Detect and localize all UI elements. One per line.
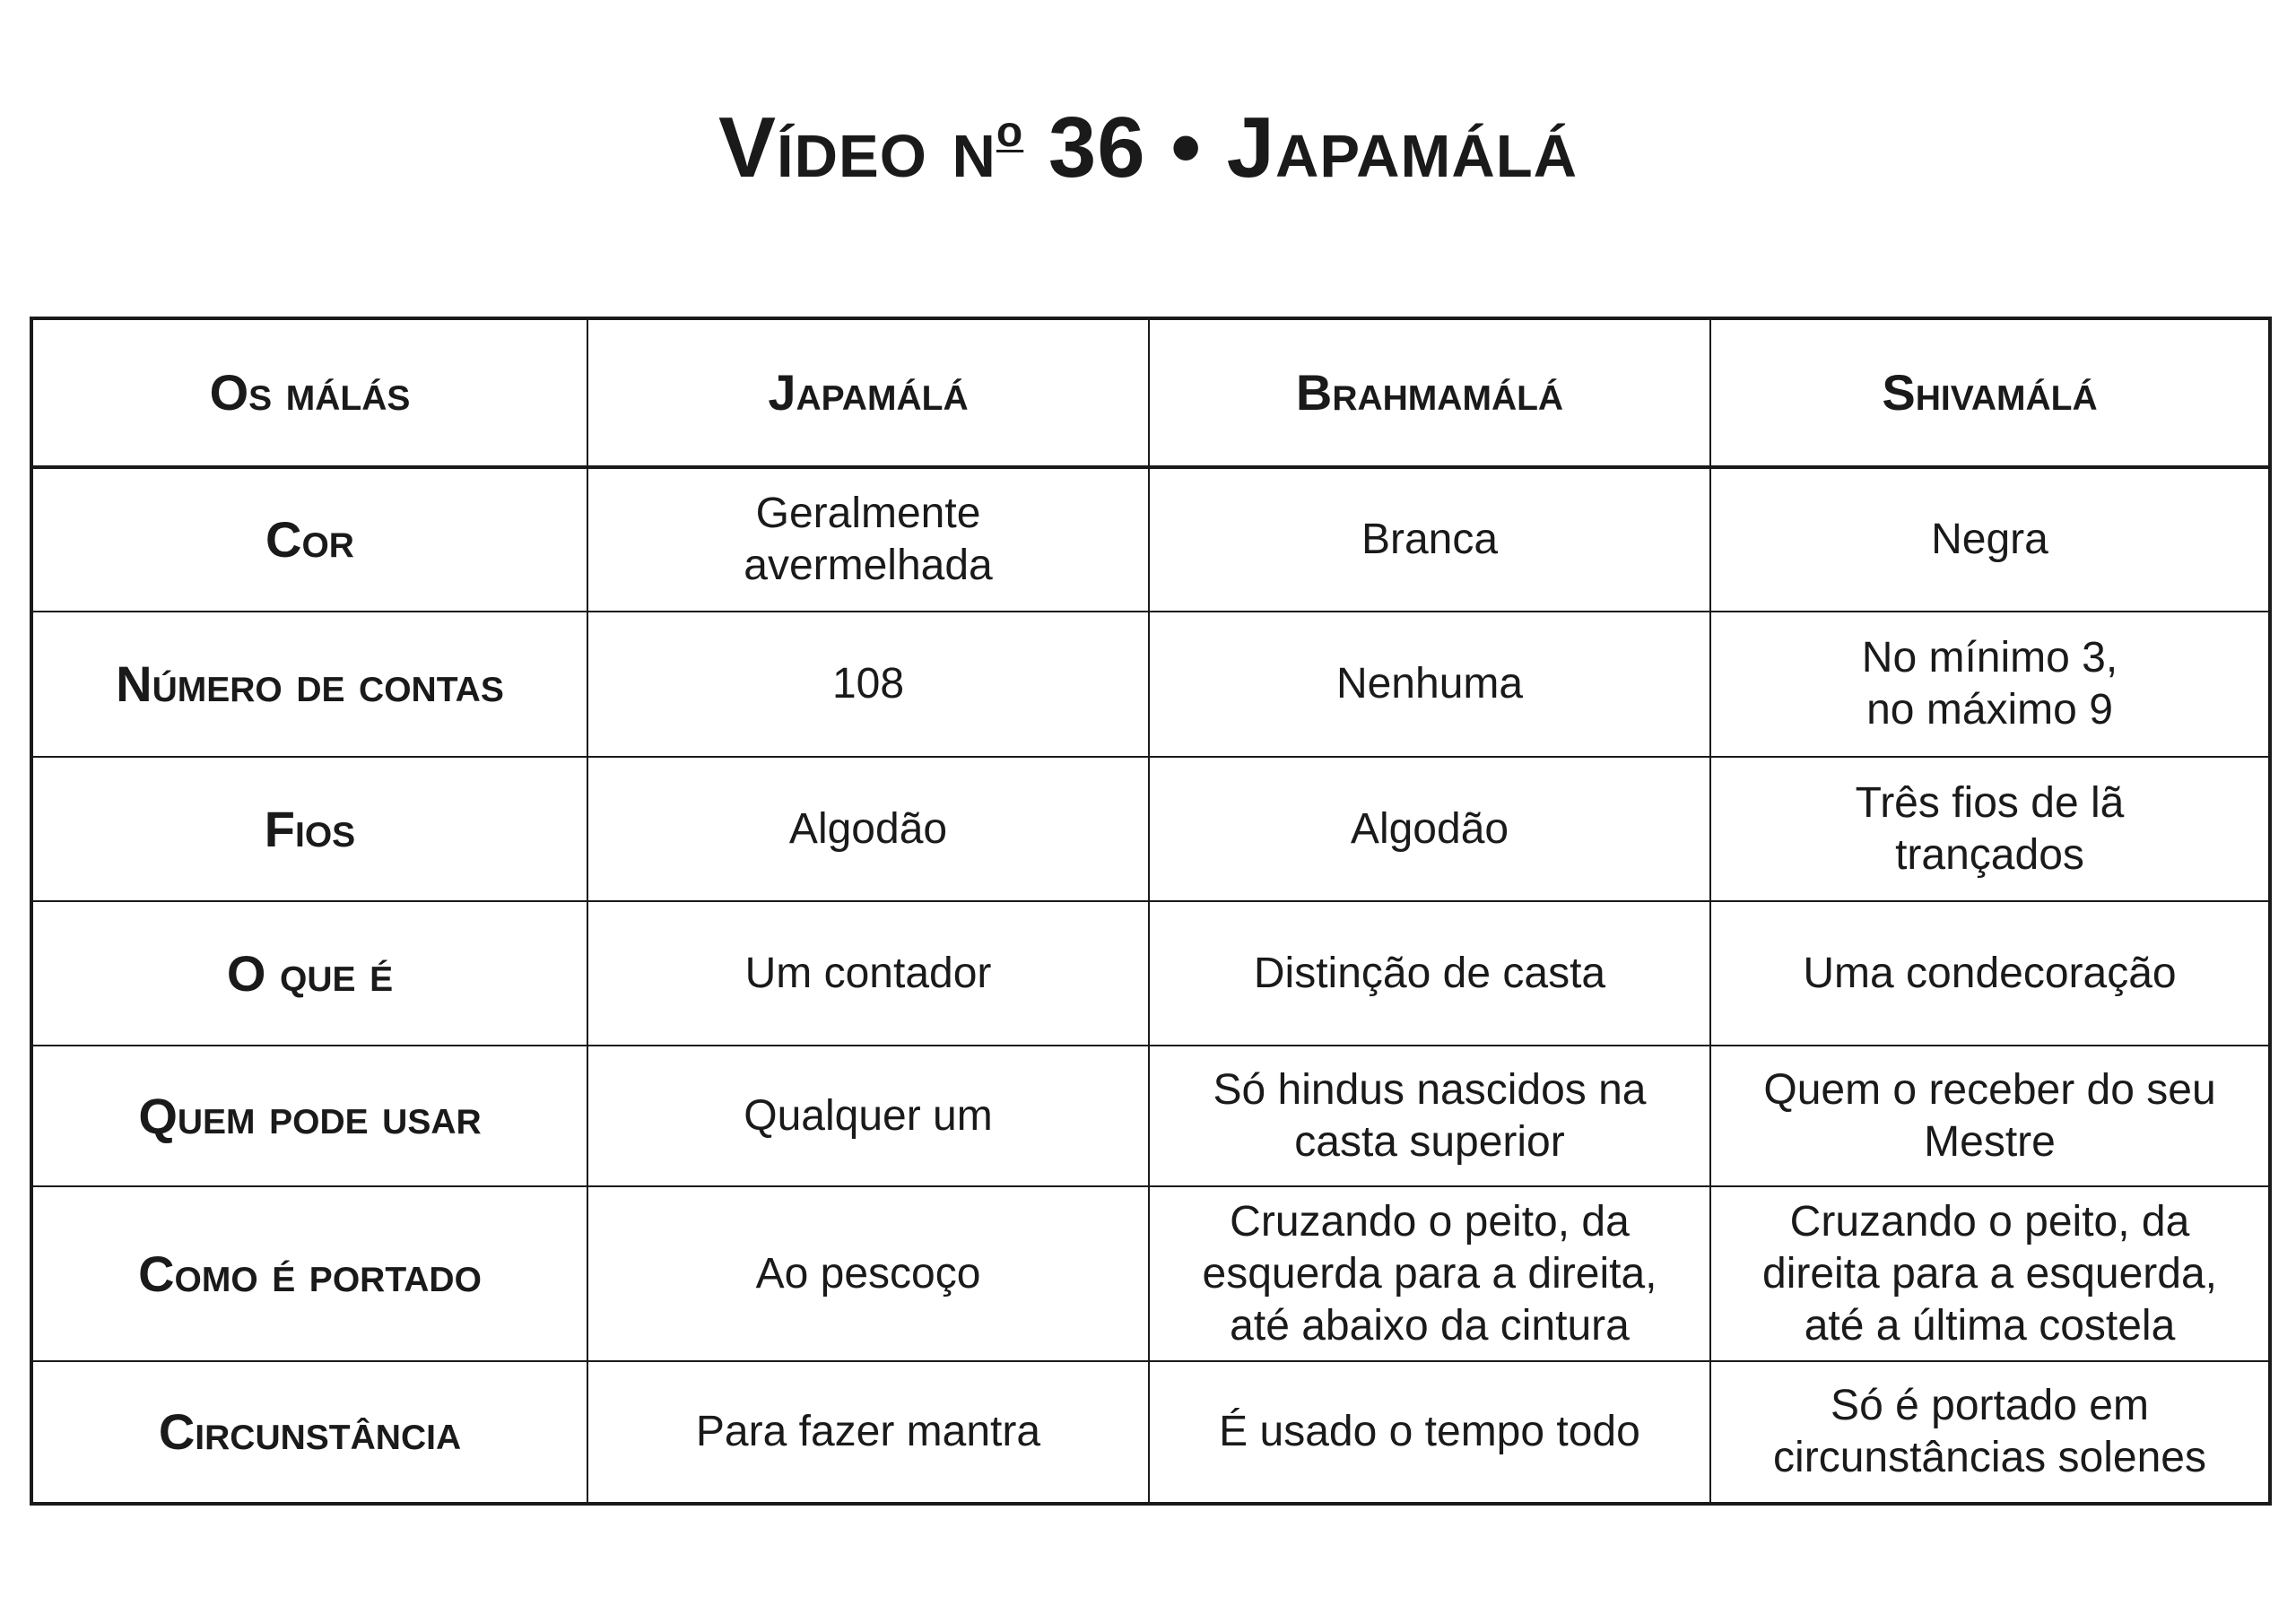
table-cell-japamala — [587, 901, 1149, 1046]
cell-text-line: Para fazer mantra — [695, 1408, 1041, 1455]
cell-text-line: no máximo 9 — [1866, 686, 2113, 733]
row-label: Como é portado — [31, 1186, 587, 1361]
table-cell-shivamala — [1710, 1361, 2270, 1504]
table-cell-brahmamala — [1149, 1046, 1710, 1186]
table-cell-japamala — [587, 1361, 1149, 1504]
cell-text-line: Ao pescoço — [755, 1249, 981, 1298]
cell-text-line: avermelhada — [744, 542, 993, 589]
cell-text-line: Mestre — [1924, 1117, 2056, 1166]
comparison-table — [30, 317, 2272, 1506]
cell-text-line: casta superior — [1294, 1117, 1565, 1166]
cell-text-line: Só é portado em — [1831, 1382, 2149, 1429]
table-cell-brahmamala — [1149, 757, 1710, 901]
table-row — [31, 1046, 2270, 1186]
header-cell-japamala: Japamálá — [587, 318, 1149, 467]
row-label: Cor — [31, 467, 587, 612]
cell-text-line: Só hindus nascidos na — [1213, 1065, 1647, 1114]
table-cell-shivamala — [1710, 1046, 2270, 1186]
header-cell-malas: Os málás — [31, 318, 587, 467]
row-label: Circunstância — [31, 1361, 587, 1504]
table-cell-shivamala — [1710, 467, 2270, 612]
cell-text-line: Algodão — [1350, 804, 1509, 853]
table-row — [31, 1186, 2270, 1361]
table-cell-japamala — [587, 1186, 1149, 1361]
row-label: Fios — [31, 757, 587, 901]
table-cell-brahmamala — [1149, 612, 1710, 757]
table-header — [31, 318, 2270, 467]
table-row — [31, 901, 2270, 1046]
table-cell-shivamala — [1710, 901, 2270, 1046]
title-suffix: 36 • Japamálá — [1023, 100, 1578, 195]
cell-text-line: até a última costela — [1804, 1301, 2176, 1350]
table-cell-japamala — [587, 757, 1149, 901]
cell-text-line: Uma condecoração — [1803, 949, 2177, 997]
cell-text-line: Cruzando o peito, da — [1789, 1197, 2190, 1245]
table-cell-brahmamala — [1149, 467, 1710, 612]
cell-text-line: 108 — [831, 660, 905, 707]
row-label: O que é — [31, 901, 587, 1046]
table-body — [31, 467, 2270, 1504]
title-ordinal: o — [996, 108, 1024, 156]
cell-text-line: trançados — [1895, 830, 2084, 879]
table-cell-shivamala — [1710, 612, 2270, 757]
table-cell-shivamala — [1710, 1186, 2270, 1361]
table-row — [31, 1361, 2270, 1504]
title-prefix: Vídeo n — [718, 100, 996, 195]
table-cell-japamala — [587, 1046, 1149, 1186]
cell-text-line: No mínimo 3, — [1861, 634, 2118, 681]
cell-text-line: Três fios de lã — [1855, 778, 2125, 827]
header-cell-brahmamala: Brahmamálá — [1149, 318, 1710, 467]
cell-text-line: Geralmente — [755, 490, 981, 537]
cell-text-line: Qualquer um — [744, 1091, 993, 1140]
row-label: Número de contas — [31, 612, 587, 757]
row-label: Quem pode usar — [31, 1046, 587, 1186]
cell-text-line: Quem o receber do seu — [1763, 1065, 2216, 1114]
cell-text-line: Branca — [1361, 516, 1499, 563]
header-row — [31, 318, 2270, 467]
page-title — [0, 79, 2296, 202]
table-cell-brahmamala — [1149, 901, 1710, 1046]
table-cell-japamala — [587, 612, 1149, 757]
cell-text-line: até abaixo da cintura — [1230, 1301, 1630, 1350]
cell-text-line: Distinção de casta — [1253, 949, 1606, 997]
cell-text-line: direita para a esquerda, — [1762, 1249, 2217, 1298]
table-row — [31, 757, 2270, 901]
table-row — [31, 612, 2270, 757]
cell-text-line: É usado o tempo todo — [1219, 1408, 1640, 1455]
cell-text-line: circunstâncias solenes — [1773, 1434, 2206, 1481]
cell-text-line: Cruzando o peito, da — [1230, 1197, 1630, 1245]
header-cell-shivamala: Shivamálá — [1710, 318, 2270, 467]
table-cell-japamala — [587, 467, 1149, 612]
cell-text-line: Nenhuma — [1335, 660, 1524, 707]
table-row — [31, 467, 2270, 612]
cell-text-line: esquerda para a direita, — [1202, 1249, 1657, 1298]
cell-text-line: Algodão — [788, 804, 948, 853]
cell-text-line: Um contador — [744, 949, 992, 997]
table-cell-brahmamala — [1149, 1361, 1710, 1504]
table-cell-brahmamala — [1149, 1186, 1710, 1361]
table-cell-shivamala — [1710, 757, 2270, 901]
cell-text-line: Negra — [1931, 516, 2048, 563]
